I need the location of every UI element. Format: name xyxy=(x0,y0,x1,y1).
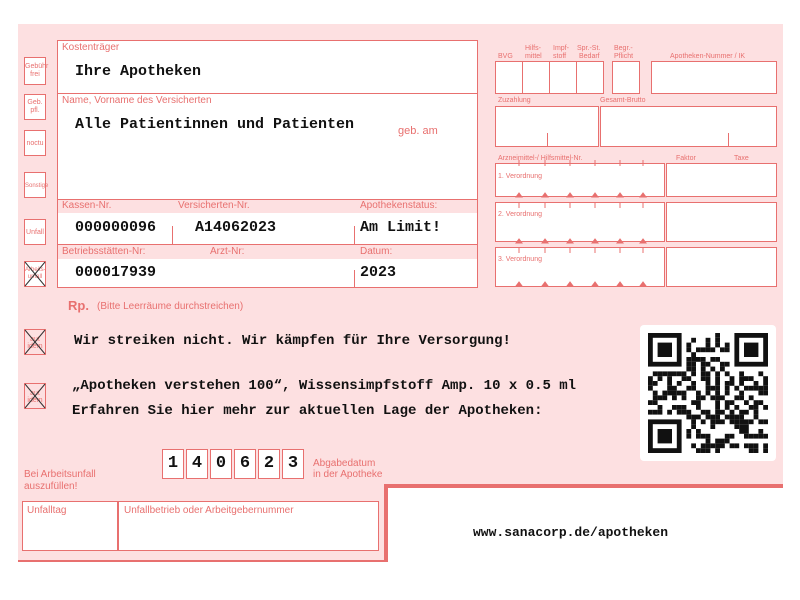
hilfsmittel-label-2: mittel xyxy=(525,53,542,60)
begr-box[interactable] xyxy=(612,61,640,94)
kassen-nr-label: Kassen-Nr. xyxy=(62,200,112,211)
begr-label-1: Begr.- xyxy=(614,45,633,52)
apotheken-nummer-label: Apotheken-Nummer / IK xyxy=(670,53,746,60)
abgabedatum-box[interactable] xyxy=(158,447,308,481)
apothekenstatus-value: Am Limit! xyxy=(360,219,442,236)
versicherten-nr-label: Versicherten-Nr. xyxy=(178,200,250,211)
betriebsstaetten-value: 000017939 xyxy=(75,264,157,281)
geb-pfl-label-1: Geb. xyxy=(27,99,43,106)
gesamt-brutto-field[interactable] xyxy=(600,106,777,147)
geb-pfl-label-2: pfl. xyxy=(30,107,40,114)
impfstoff-label-1: Impf- xyxy=(553,45,569,52)
noctu-box[interactable] xyxy=(24,130,46,156)
gebuehr-frei-label-2: frei xyxy=(30,71,40,78)
prescription-line-1: Wir streiken nicht. Wir kämpfen für Ihre Versorgung! xyxy=(74,333,511,349)
kostentraeger-value: Ihre Apotheken xyxy=(75,63,202,80)
kostentraeger-label: Kostenträger xyxy=(62,42,120,53)
arbeitsunfall-label: Arbeits-unfall xyxy=(25,267,46,280)
arbeitsunfall-note-1: Bei Arbeitsunfall xyxy=(24,469,96,480)
rp-label: Rp. xyxy=(68,298,89,313)
hilfsmittel-label-1: Hilfs- xyxy=(525,45,541,52)
name-value: Alle Patientinnen und Patienten xyxy=(75,116,355,133)
verordnung-2-faktor[interactable] xyxy=(666,202,777,242)
arbeitsunfall-note-2: auszufüllen! xyxy=(24,481,78,492)
cross-out-icon xyxy=(24,261,46,287)
abgabedatum-label-1: Abgabedatum xyxy=(313,458,376,469)
abgabedatum-digit: 4 xyxy=(186,449,208,479)
gebuehr-frei-label-1: Gebühr xyxy=(25,63,49,70)
verordnung-1-label: 1. Verordnung xyxy=(498,173,542,180)
arzt-nr-label: Arzt-Nr: xyxy=(210,246,245,257)
verordnung-3-faktor[interactable] xyxy=(666,247,777,287)
aut-idem-box-2[interactable] xyxy=(24,383,46,409)
datum-label: Datum: xyxy=(360,246,393,257)
apotheken-nummer-field[interactable] xyxy=(651,61,777,94)
cross-out-icon xyxy=(24,329,46,355)
noctu-label: noctu xyxy=(26,140,44,147)
verordnung-3-label: 3. Verordnung xyxy=(498,256,542,263)
arzneimittel-label: Arzneimittel-/ Hilfsmittel-Nr. xyxy=(498,155,583,162)
sprst-box[interactable] xyxy=(576,61,604,94)
name-field[interactable] xyxy=(57,93,478,200)
begr-label-2: Pflicht xyxy=(614,53,634,60)
rp-note: (Bitte Leerräume durchstreichen) xyxy=(97,301,244,312)
taxe-label: Taxe xyxy=(734,155,749,162)
unfall-label: Unfall xyxy=(26,229,44,236)
divider xyxy=(354,270,355,288)
bvg-label: BVG xyxy=(498,53,513,60)
website-link[interactable]: www.sanacorp.de/apotheken xyxy=(473,525,669,540)
abgabedatum-digit: 2 xyxy=(258,449,280,479)
abgabedatum-digit: 1 xyxy=(162,449,184,479)
impfstoff-label-2: stoff xyxy=(553,53,567,60)
prescription-line-3: Erfahren Sie hier mehr zur aktuellen Lage der Apotheken: xyxy=(72,403,543,419)
aut-idem-label-2: aut idem xyxy=(27,390,43,404)
unfalltag-label: Unfalltag xyxy=(27,505,67,516)
qr-code-graphic xyxy=(640,325,776,461)
sprst-label-2: Bedarf xyxy=(579,53,600,60)
gesamt-brutto-label: Gesamt-Brutto xyxy=(600,97,646,104)
prescription-line-2: „Apotheken verstehen 100“, Wissensimpfstoff Amp. 10 x 0.5 ml xyxy=(72,378,577,394)
geb-am-label: geb. am xyxy=(398,125,438,137)
divider xyxy=(728,133,729,147)
sonstige-box[interactable] xyxy=(24,172,49,198)
arzt-nr-field[interactable] xyxy=(173,259,355,287)
bvg-box[interactable] xyxy=(495,61,523,94)
hilfsmittel-box[interactable] xyxy=(522,61,550,94)
versicherten-nr-value: A14062023 xyxy=(195,219,277,236)
cross-out-icon xyxy=(24,383,46,409)
unfall-box[interactable] xyxy=(24,219,46,245)
sprst-label-1: Spr.-St. xyxy=(577,45,601,52)
name-label: Name, Vorname des Versicherten xyxy=(62,95,212,106)
impfstoff-box[interactable] xyxy=(549,61,577,94)
betriebsstaetten-label: Betriebsstätten-Nr: xyxy=(62,246,146,257)
geb-pfl-box[interactable] xyxy=(24,94,46,120)
divider xyxy=(547,133,548,147)
abgabedatum-digit: 3 xyxy=(282,449,304,479)
datum-value: 2023 xyxy=(360,264,397,281)
arbeitsunfall-box[interactable] xyxy=(24,261,46,287)
aut-idem-box-1[interactable] xyxy=(24,329,46,355)
divider xyxy=(172,226,173,245)
gebuehr-frei-box[interactable] xyxy=(24,57,49,85)
divider xyxy=(354,226,355,245)
qr-code-icon[interactable] xyxy=(640,325,776,461)
abgabedatum-label-2: in der Apotheke xyxy=(313,469,383,480)
zuzahlung-label: Zuzahlung xyxy=(498,97,531,104)
verordnung-1-faktor[interactable] xyxy=(666,163,777,197)
verordnung-tick-marks xyxy=(495,160,665,290)
aut-idem-label-1: aut idem xyxy=(27,336,43,350)
verordnung-2-label: 2. Verordnung xyxy=(498,211,542,218)
faktor-label: Faktor xyxy=(676,155,696,162)
sonstige-label: Sonstige xyxy=(25,183,49,189)
apothekenstatus-label: Apothekenstatus: xyxy=(360,200,438,211)
kassen-nr-value: 000000096 xyxy=(75,219,157,236)
abgabedatum-digit: 6 xyxy=(234,449,256,479)
unfallbetrieb-label: Unfallbetrieb oder Arbeitgebernummer xyxy=(124,505,294,516)
abgabedatum-digit: 0 xyxy=(210,449,232,479)
